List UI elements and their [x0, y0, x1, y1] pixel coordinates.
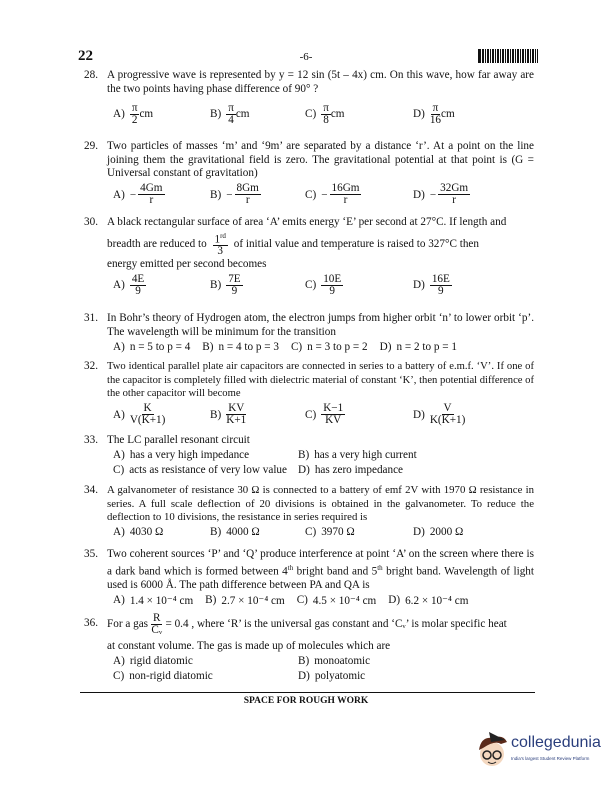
- page-center-number: -6-: [299, 51, 313, 63]
- option-text: has a very high current: [314, 449, 417, 462]
- option-b[interactable]: [205, 594, 291, 607]
- numerator: π: [131, 101, 138, 114]
- text: For a gas: [107, 618, 149, 630]
- question-30: [84, 216, 534, 299]
- option-label: B): [210, 108, 222, 121]
- option-text: acts as resistance of very low value: [129, 464, 287, 477]
- options: [107, 525, 534, 540]
- option-label: D): [413, 279, 425, 292]
- option-label: D): [379, 340, 392, 353]
- question-text-line2: [107, 230, 534, 258]
- option-b[interactable]: [298, 655, 376, 667]
- rough-work-label: SPACE FOR ROUGH WORK: [243, 696, 369, 706]
- page-number: 22: [78, 48, 93, 64]
- question-33: [84, 434, 534, 478]
- question-text: A galvanometer of resistance 30 Ω is connected to a battery of emf 2V with 1970 Ω resistance in series. A full scale deflection of 20 divisions is obtained in the galvanometer. To reduce the deflection to 10 divisions, the resistance in series required is: [107, 484, 534, 524]
- denominator: V(K+1): [129, 414, 166, 427]
- denominator: K+1: [226, 414, 247, 427]
- fraction: [430, 403, 466, 426]
- question-29: [84, 140, 534, 209]
- question-text-line2: at constant volume. The gas is made up of molecules which are: [107, 640, 391, 652]
- numerator: K: [143, 402, 152, 415]
- option-label: B): [210, 408, 222, 421]
- option-text: n = 2 to p = 1: [396, 340, 457, 353]
- denominator: KV: [325, 414, 342, 427]
- option-d[interactable]: [298, 670, 371, 682]
- fraction: [321, 103, 331, 126]
- unit: cm: [441, 108, 455, 121]
- question-text: The LC parallel resonant circuit: [107, 434, 250, 446]
- question-text-line3: energy emitted per second becomes: [107, 257, 267, 270]
- numerator: V: [443, 402, 452, 415]
- options: [107, 448, 534, 463]
- option-label: C): [113, 670, 125, 683]
- option-a[interactable]: [113, 274, 210, 297]
- fraction: [226, 274, 242, 297]
- option-c[interactable]: [297, 594, 383, 607]
- denominator: 9: [329, 284, 335, 297]
- fraction: [430, 274, 452, 297]
- question-text: [107, 548, 534, 593]
- minus-sign: −: [129, 188, 137, 201]
- option-label: C): [113, 464, 125, 477]
- option-b[interactable]: [298, 449, 423, 461]
- barcode: [478, 49, 538, 63]
- fraction: [213, 231, 228, 258]
- question-text: Two particles of masses ‘m’ and ‘9m’ are separated by a distance ‘r’. At a point on the line joining them the gravitational field is zero. The gravitational potential at that point is (G = Universal constant of gravitation): [107, 140, 534, 180]
- option-c[interactable]: [305, 183, 413, 206]
- superscript: th: [377, 563, 383, 572]
- option-label: C): [305, 188, 317, 201]
- question-31: [84, 312, 534, 354]
- question-number: 34.: [84, 484, 98, 496]
- denominator: r: [245, 194, 250, 207]
- denominator: K(K+1): [429, 414, 466, 427]
- question-number: 32.: [84, 360, 98, 372]
- question-32: [84, 360, 534, 429]
- fraction: [130, 274, 146, 297]
- question-number: 35.: [84, 548, 98, 560]
- fraction: [235, 183, 261, 206]
- numerator: 4E: [131, 272, 145, 285]
- question-number: 33.: [84, 434, 98, 446]
- option-label: B): [298, 449, 310, 462]
- numerator: 32Gm: [440, 182, 469, 195]
- minus-sign: −: [226, 188, 233, 201]
- question-number: 30.: [84, 216, 98, 228]
- denominator: Cᵥ: [151, 623, 163, 636]
- question-number: 31.: [84, 312, 98, 324]
- option-text: 6.2 × 10⁻⁴ cm: [405, 594, 469, 607]
- option-text: rigid diatomic: [129, 655, 193, 668]
- option-label: C): [305, 408, 317, 421]
- superscript: rd: [220, 231, 226, 240]
- question-text: In Bohr’s theory of Hydrogen atom, the electron jumps from higher orbit ‘n’ to lower orbit ‘p’. The wavelength will be minimum for the transition: [107, 312, 534, 338]
- option-d[interactable]: [380, 341, 463, 353]
- option-label: B): [210, 279, 222, 292]
- option-text: 4000 Ω: [226, 526, 260, 539]
- option-label: A): [113, 279, 125, 292]
- denominator: 9: [135, 284, 141, 297]
- minus-sign: −: [429, 188, 437, 201]
- minus-sign: −: [321, 188, 328, 201]
- option-c[interactable]: [305, 274, 413, 297]
- text: = 0.4 , where ‘R’ is the universal gas constant and ‘Cᵥ’ is molar specific heat: [165, 618, 507, 630]
- question-34: [84, 484, 534, 540]
- option-label: A): [113, 594, 125, 607]
- option-a[interactable]: [113, 655, 298, 667]
- denominator: 9: [231, 284, 238, 297]
- option-b[interactable]: [202, 341, 285, 353]
- fraction: [321, 274, 343, 297]
- numerator: 10E: [323, 272, 342, 285]
- numerator: π: [432, 101, 439, 114]
- option-label: B): [205, 594, 217, 607]
- fraction: [138, 183, 164, 206]
- option-text: 1.4 × 10⁻⁴ cm: [129, 594, 194, 607]
- denominator: 16: [429, 113, 441, 126]
- unit: cm: [139, 108, 154, 121]
- numerator: π: [323, 101, 329, 114]
- divider: [80, 692, 535, 693]
- question-35: [84, 548, 534, 608]
- question-text: A black rectangular surface of area ‘A’ emits energy ‘E’ per second at 27°C. If length and: [107, 216, 507, 228]
- option-label: C): [305, 279, 317, 292]
- option-label: A): [113, 526, 125, 539]
- option-a[interactable]: [113, 403, 210, 426]
- options: [107, 271, 534, 299]
- option-text: n = 5 to p = 4: [129, 340, 191, 353]
- denominator: 9: [438, 284, 444, 297]
- mascot-icon: [475, 730, 509, 772]
- option-d[interactable]: [413, 403, 471, 426]
- logo-tagline: India's largest Student Review Platform: [511, 756, 590, 761]
- option-label: A): [113, 449, 125, 462]
- option-label: C): [305, 108, 317, 121]
- text: bright band and 5: [293, 565, 378, 578]
- option-b[interactable]: [210, 183, 305, 206]
- superscript: th: [287, 563, 294, 572]
- option-text: n = 4 to p = 3: [218, 340, 279, 353]
- denominator: 2: [131, 113, 138, 126]
- options: [107, 181, 534, 209]
- option-a[interactable]: [113, 449, 298, 461]
- option-c[interactable]: [291, 341, 374, 353]
- option-c[interactable]: [113, 670, 298, 682]
- option-label: A): [113, 188, 125, 201]
- option-a[interactable]: [113, 526, 210, 538]
- option-label: D): [413, 188, 425, 201]
- numerator: π: [228, 101, 234, 114]
- numerator: 16Gm: [331, 182, 360, 195]
- question-text: [107, 610, 534, 638]
- option-label: B): [298, 655, 310, 668]
- option-text: monoatomic: [314, 655, 371, 668]
- text: Two coherent sources ‘P’ and ‘Q’ produce interference at point ‘A’ on the screen where there is a dark band which is formed between 4: [107, 548, 534, 578]
- option-d[interactable]: [413, 526, 469, 538]
- fraction: [226, 103, 236, 126]
- option-b[interactable]: [210, 403, 305, 426]
- numerator: KV: [228, 402, 245, 415]
- fraction: [130, 103, 140, 126]
- option-c[interactable]: [305, 403, 413, 426]
- numerator: 8Gm: [236, 182, 259, 195]
- denominator: 8: [323, 113, 329, 126]
- numerator: 16E: [431, 272, 450, 285]
- option-text: 3970 Ω: [321, 526, 355, 539]
- option-text: n = 3 to p = 2: [307, 340, 368, 353]
- options: [107, 401, 534, 429]
- fraction: [226, 403, 246, 426]
- numerator: R: [153, 611, 161, 624]
- option-c[interactable]: [305, 103, 413, 126]
- question-number: 29.: [84, 140, 98, 152]
- option-d[interactable]: [388, 594, 474, 607]
- option-text: polyatomic: [314, 670, 366, 683]
- option-label: C): [296, 594, 308, 607]
- option-label: A): [113, 408, 125, 421]
- numerator: 7E: [228, 272, 241, 285]
- fraction: [321, 403, 345, 426]
- option-a[interactable]: [113, 183, 210, 206]
- option-text: 2.7 × 10⁻⁴ cm: [221, 594, 285, 607]
- options: [107, 669, 534, 684]
- option-d[interactable]: [413, 103, 461, 126]
- question-text: Two identical parallel plate air capacitors are connected in series to a battery of e.m.f. ‘V’. If one of the capacitor is completely filled with dielectric material of constant ‘K’, then potential difference of the other capacitor will become: [107, 361, 534, 400]
- option-b[interactable]: [210, 274, 305, 297]
- options: [107, 100, 534, 128]
- option-d[interactable]: [413, 274, 458, 297]
- option-a[interactable]: [113, 341, 196, 353]
- fraction: [130, 403, 166, 426]
- option-label: D): [388, 594, 401, 607]
- question-36: [84, 610, 534, 684]
- option-b[interactable]: [210, 526, 305, 538]
- option-c[interactable]: [113, 464, 298, 476]
- options: [107, 654, 534, 669]
- option-label: A): [113, 655, 125, 668]
- option-label: B): [210, 188, 222, 201]
- fraction: [330, 183, 362, 206]
- numerator: K−1: [323, 402, 344, 415]
- option-text: 2000 Ω: [429, 526, 464, 539]
- options: [107, 593, 534, 608]
- option-c[interactable]: [305, 526, 413, 538]
- option-label: D): [298, 464, 310, 477]
- option-a[interactable]: [113, 594, 199, 607]
- option-label: B): [202, 340, 214, 353]
- denominator: r: [452, 194, 456, 207]
- numerator: 4Gm: [140, 182, 163, 195]
- text: of initial value and temperature is raised to 327°C then: [233, 237, 479, 250]
- option-label: A): [113, 108, 125, 121]
- text: bright band. Wavelength of light used is 6000 Å. The path difference between PA and QA is: [107, 565, 534, 591]
- text: breadth are reduced to: [107, 237, 207, 250]
- denominator: r: [343, 194, 348, 207]
- unit: cm: [235, 108, 250, 121]
- option-a[interactable]: [113, 103, 210, 126]
- denominator: 3: [217, 245, 224, 258]
- collegedunia-logo: [475, 730, 605, 775]
- option-label: C): [290, 340, 303, 353]
- fraction: [438, 183, 470, 206]
- fraction: [151, 613, 162, 636]
- option-text: has zero impedance: [314, 464, 404, 477]
- unit: cm: [330, 108, 345, 121]
- option-text: has a very high impedance: [129, 449, 250, 462]
- denominator: r: [149, 194, 154, 207]
- question-number: 28.: [84, 69, 98, 81]
- option-b[interactable]: [210, 103, 305, 126]
- option-d[interactable]: [298, 464, 409, 476]
- options: [107, 339, 534, 354]
- option-text: 4030 Ω: [129, 526, 164, 539]
- numerator: 1: [214, 233, 221, 246]
- question-number: 36.: [84, 617, 98, 629]
- option-text: non-rigid diatomic: [129, 670, 213, 683]
- option-label: D): [413, 408, 425, 421]
- option-label: A): [113, 340, 125, 353]
- denominator: 4: [228, 113, 234, 126]
- option-d[interactable]: [413, 183, 476, 206]
- option-label: B): [210, 526, 222, 539]
- option-label: D): [298, 670, 310, 683]
- option-label: D): [413, 108, 425, 121]
- option-label: C): [305, 526, 317, 539]
- fraction: [430, 103, 441, 126]
- question-text: A progressive wave is represented by y = 12 sin (5t – 4x) cm. On this wave, how far away are the two points having phase difference of 90° ?: [107, 69, 534, 95]
- logo-name: collegedunia: [511, 734, 601, 751]
- options: [107, 463, 534, 478]
- option-label: D): [413, 526, 425, 539]
- option-text: 4.5 × 10⁻⁴ cm: [312, 594, 377, 607]
- question-28: [84, 69, 534, 128]
